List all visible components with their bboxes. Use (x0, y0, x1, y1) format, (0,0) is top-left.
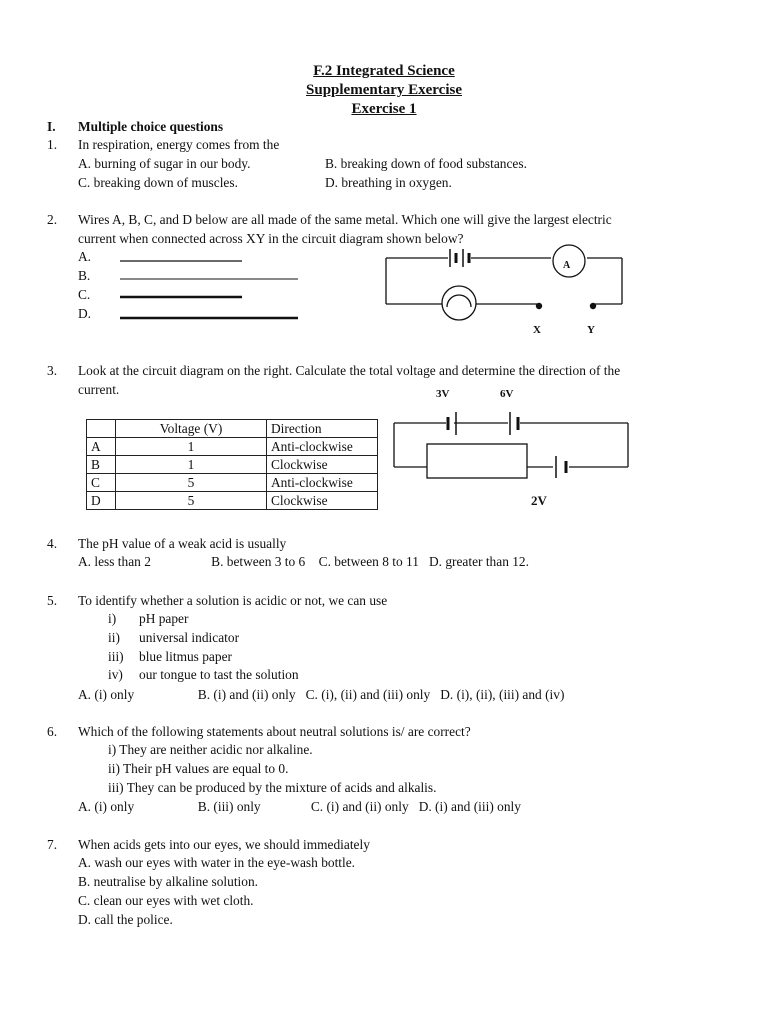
page-title: F.2 Integrated Science (313, 63, 455, 79)
table-header-cell: Voltage (V) (116, 420, 267, 438)
q6-statement-2: ii) Their pH values are equal to 0. (108, 761, 289, 776)
q3-text-line2: current. (78, 382, 120, 397)
exercise-title: Exercise 1 (351, 101, 417, 117)
cell-6v-icon (510, 412, 518, 435)
q1-text: In respiration, energy comes from the (78, 137, 280, 152)
q2-circuit (386, 245, 622, 320)
q6-text: Which of the following statements about neutral solutions is/ are correct? (78, 724, 471, 739)
q2-option-d: D. (78, 306, 92, 321)
q2-option-c: C. (78, 287, 91, 302)
q2-text-line2: current when connected across XY in the circuit diagram shown below? (78, 231, 464, 246)
q1-option-d: D. breathing in oxygen. (325, 175, 452, 190)
q5-options: A. (i) only B. (i) and (ii) only C. (i), (ii) and (iii) only D. (i), (ii), (iii) and (iv) (78, 687, 565, 702)
q2-number: 2. (47, 212, 58, 227)
q2-option-b: B. (78, 268, 91, 283)
battery-icon (450, 249, 469, 267)
cell-2v-label: 2V (531, 493, 547, 508)
q5-item-text: pH paper (139, 611, 189, 626)
cell-3v-label: 3V (436, 388, 450, 400)
q1-option-b: B. breaking down of food substances. (325, 156, 527, 171)
table-cell: 5 (116, 492, 267, 510)
terminal-y-label: Y (587, 324, 595, 336)
q7-option-c: C. clean our eyes with wet cloth. (78, 893, 254, 908)
q7-option-a: A. wash our eyes with water in the eye-wash bottle. (78, 855, 356, 870)
q5-number: 5. (47, 593, 58, 608)
page-subtitle: Supplementary Exercise (306, 82, 462, 98)
section-title: Multiple choice questions (78, 119, 224, 134)
bulb-icon (442, 286, 476, 320)
table-cell: D (87, 492, 116, 510)
q6-number: 6. (47, 724, 58, 739)
q6-statement-3: iii) They can be produced by the mixture of acids and alkalis. (108, 780, 437, 795)
q4-number: 4. (47, 536, 58, 551)
q2-text-line1: Wires A, B, C, and D below are all made of the same metal. Which one will give the largest electric (78, 212, 612, 227)
q5-item-number: iii) (108, 649, 124, 664)
terminal-x-label: X (533, 324, 541, 336)
q5-text: To identify whether a solution is acidic or not, we can use (78, 593, 388, 608)
q6-options: A. (i) only B. (iii) only C. (i) and (ii) only D. (i) and (iii) only (78, 799, 521, 814)
q1-option-a: A. burning of sugar in our body. (78, 156, 251, 171)
q1-option-c: C. breaking down of muscles. (78, 175, 238, 190)
q7-option-d: D. call the police. (78, 912, 173, 927)
table-cell: 1 (116, 456, 267, 474)
q1-number: 1. (47, 137, 58, 152)
resistor-icon (427, 444, 527, 478)
table-cell: A (87, 438, 116, 456)
q6-statement-1: i) They are neither acidic nor alkaline. (108, 742, 313, 757)
q5-item-text: our tongue to tast the solution (139, 667, 299, 682)
q5-item-text: universal indicator (139, 630, 240, 645)
terminal-x-icon (536, 303, 542, 309)
q5-item-number: ii) (108, 630, 120, 645)
q4-options: A. less than 2 B. between 3 to 6 C. between 8 to 11 D. greater than 12. (78, 554, 529, 569)
table-cell: C (87, 474, 116, 492)
q7-text: When acids gets into our eyes, we should immediately (78, 837, 370, 852)
table-cell: B (87, 456, 116, 474)
table-cell: 1 (116, 438, 267, 456)
q4-text: The pH value of a weak acid is usually (78, 536, 287, 551)
q5-item-number: iv) (108, 667, 123, 682)
wire-samples (120, 261, 298, 318)
q5-item-text: blue litmus paper (139, 649, 232, 664)
q7-number: 7. (47, 837, 58, 852)
ammeter-label: A (563, 260, 571, 271)
table-cell: Anti-clockwise (267, 474, 378, 492)
table-cell: Anti-clockwise (267, 438, 378, 456)
section-number: I. (47, 119, 56, 134)
table-cell: 5 (116, 474, 267, 492)
q3-number: 3. (47, 363, 58, 378)
table-header-cell: Direction (267, 420, 378, 438)
table-cell: Clockwise (267, 456, 378, 474)
ammeter-icon (553, 245, 585, 277)
q7-option-b: B. neutralise by alkaline solution. (78, 874, 258, 889)
table-cell: Clockwise (267, 492, 378, 510)
cell-2v-icon (556, 456, 566, 478)
cell-6v-label: 6V (500, 388, 514, 400)
terminal-y-icon (590, 303, 596, 309)
q3-text-line1: Look at the circuit diagram on the right. Calculate the total voltage and determine the direction of the (78, 363, 621, 378)
q3-circuit (394, 412, 628, 478)
q2-option-a: A. (78, 249, 92, 264)
q5-item-number: i) (108, 611, 117, 626)
